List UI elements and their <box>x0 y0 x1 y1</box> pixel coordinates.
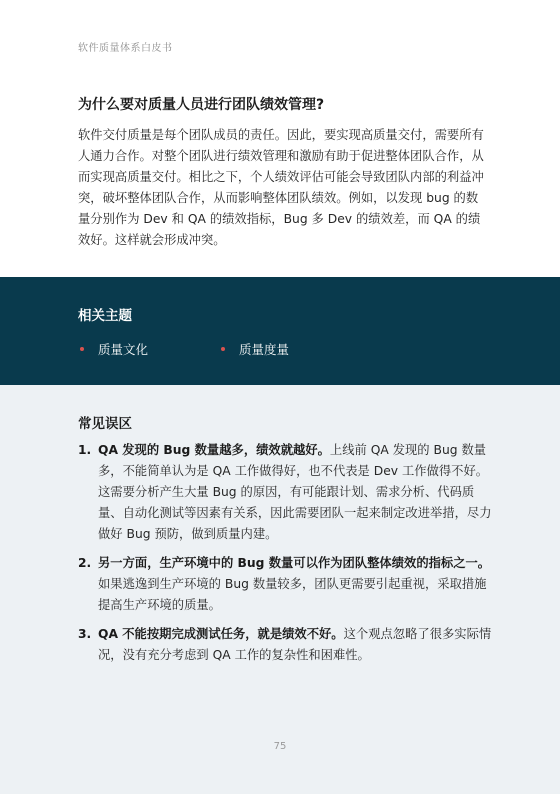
bullet-icon <box>221 347 225 351</box>
item-number: 2. <box>78 556 92 570</box>
item-lead: QA 不能按期完成测试任务，就是绩效不好。 <box>98 627 344 641</box>
pitfall-item <box>78 624 498 666</box>
running-header: 软件质量体系白皮书 <box>78 43 173 54</box>
topic-link-quality-culture[interactable] <box>80 340 148 358</box>
intro-section <box>78 95 488 251</box>
bullet-icon <box>80 347 84 351</box>
page-number: 75 <box>273 741 287 752</box>
intro-paragraph: 软件交付质量是每个团队成员的责任。因此，要实现高质量交付，需要所有人通力合作。对整个团队进行绩效管理和激励有助于促进整体团队合作，从而实现高质量交付。相比之下，个人绩效评估可能会导致团队内部的利益冲突，破坏整体团队合作，从而影响整体团队绩效。例如，以发现 bug 的数量分别作为 Dev 和 QA 的绩效指标，Bug 多 Dev 的绩效差，而 QA 的绩效好。这样就会形成冲突。 <box>78 128 484 247</box>
item-body: 如果逃逸到生产环境的 Bug 数量较多，团队更需要引起重视，采取措施提高生产环境的质量。 <box>98 577 487 612</box>
pitfall-item <box>78 440 498 545</box>
topic-link-quality-metrics[interactable] <box>221 340 289 358</box>
pitfall-item <box>78 553 498 616</box>
item-lead: QA 发现的 Bug 数量越多，绩效就越好。 <box>98 443 330 457</box>
item-lead: 另一方面，生产环境中的 Bug 数量可以作为团队整体绩效的指标之一。 <box>98 556 491 570</box>
item-body: 这个观点忽略了很多实际情况，没有充分考虑到 QA 工作的复杂性和困难性。 <box>98 627 492 662</box>
pitfalls-heading: 常见误区 <box>78 416 132 432</box>
pitfall-list <box>78 440 498 674</box>
topic-label: 质量文化 <box>98 342 149 357</box>
related-topics-panel <box>0 277 560 385</box>
common-pitfalls-section <box>0 385 560 794</box>
item-number: 3. <box>78 627 92 641</box>
item-body: 上线前 QA 发现的 Bug 数量多，不能简单认为是 QA 工作做得好，也不代表是 Dev 工作做得不好。这需要分析产生大量 Bug 的原因，有可能跟计划、需求分析、代码质量、自动化测试等因素有关系，因此需要团队一起来制定改进举措，尽力做好 Bug 预防，做到质量内建。 <box>98 443 492 541</box>
section-heading: 为什么要对质量人员进行团队绩效管理? <box>78 97 325 113</box>
topic-label: 质量度量 <box>239 342 290 357</box>
item-number: 1. <box>78 443 92 457</box>
related-topics-heading: 相关主题 <box>78 308 132 324</box>
